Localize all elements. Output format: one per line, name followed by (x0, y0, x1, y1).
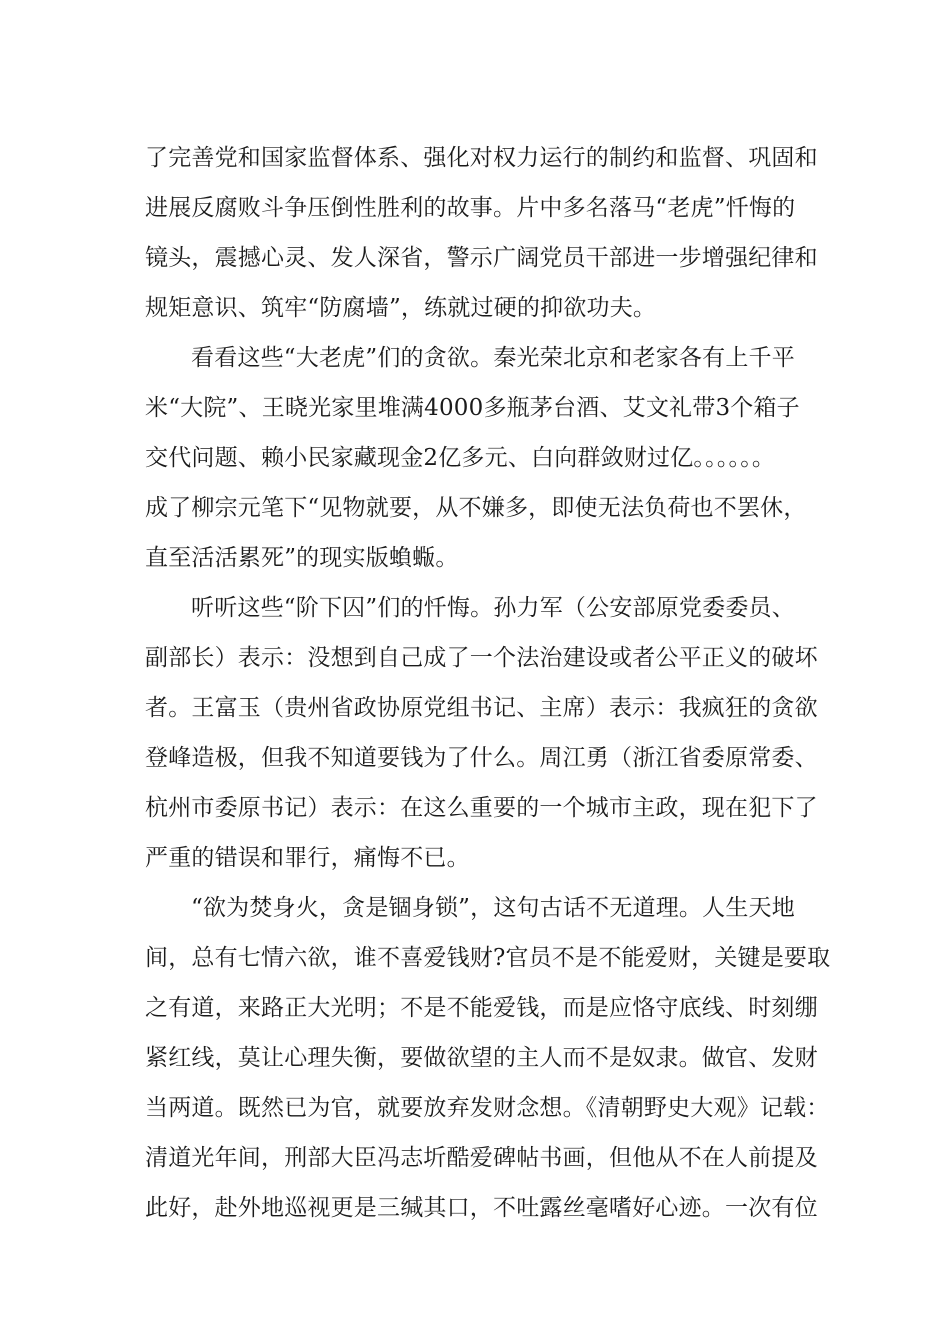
text-line: 当两道。既然已为官，就要放弃发财念想。《清朝野史大观》记载： (145, 1095, 830, 1121)
text-line: 镜头，震撼心灵、发人深省，警示广阔党员干部进一步增强纪律和 (145, 245, 818, 271)
text-line: 者。王富玉（贵州省政协原党组书记、主席）表示：我疯狂的贪欲 (145, 695, 818, 721)
text-line: 间，总有七情六欲，谁不喜爱钱财?官员不是不能爱财，关键是要取 (145, 945, 831, 971)
document-body (145, 133, 831, 1233)
text-line: 严重的错误和罪行，痛悔不已。 (145, 845, 470, 871)
text-line: 副部长）表示：没想到自己成了一个法治建设或者公平正义的破坏 (145, 645, 818, 671)
text-line: 此好，赴外地巡视更是三缄其口，不吐露丝毫嗜好心迹。一次有位 (145, 1195, 818, 1221)
text-line: 登峰造极，但我不知道要钱为了什么。周江勇（浙江省委原常委、 (145, 745, 818, 771)
text-line: 了完善党和国家监督体系、强化对权力运行的制约和监督、巩固和 (145, 145, 818, 171)
text-line: “欲为焚身火，贪是锢身锁”，这句古话不无道理。人生天地 (191, 895, 795, 921)
text-line: 交代问题、赖小民家藏现金2亿多元、白向群敛财过亿。。。。。。 (145, 445, 776, 471)
text-line: 清道光年间，刑部大臣冯志圻酷爱碑帖书画，但他从不在人前提及 (145, 1145, 818, 1171)
text-line: 之有道，来路正大光明；不是不能爱钱，而是应恪守底线、时刻绷 (145, 995, 818, 1021)
text-line: 杭州市委原书记）表示：在这么重要的一个城市主政，现在犯下了 (145, 795, 818, 821)
text-line: 米“大院”、王晓光家里堆满4000多瓶茅台酒、艾文礼带3个箱子 (145, 395, 800, 421)
text-line: 规矩意识、筑牢“防腐墙”，练就过硬的抑欲功夫。 (145, 295, 657, 321)
text-line: 看看这些“大老虎”们的贪欲。秦光荣北京和老家各有上千平 (191, 345, 795, 371)
text-line: 紧红线，莫让心理失衡，要做欲望的主人而不是奴隶。做官、发财 (145, 1045, 818, 1071)
text-line: 直至活活累死”的现实版蝜蝂。 (145, 545, 459, 571)
text-line: 成了柳宗元笔下“见物就要，从不嫌多，即使无法负荷也不罢休， (145, 495, 807, 521)
text-line: 听听这些“阶下囚”们的忏悔。孙力军（公安部原党委委员、 (191, 595, 795, 621)
text-line: 进展反腐败斗争压倒性胜利的故事。片中多名落马“老虎”忏悔的 (145, 195, 796, 221)
